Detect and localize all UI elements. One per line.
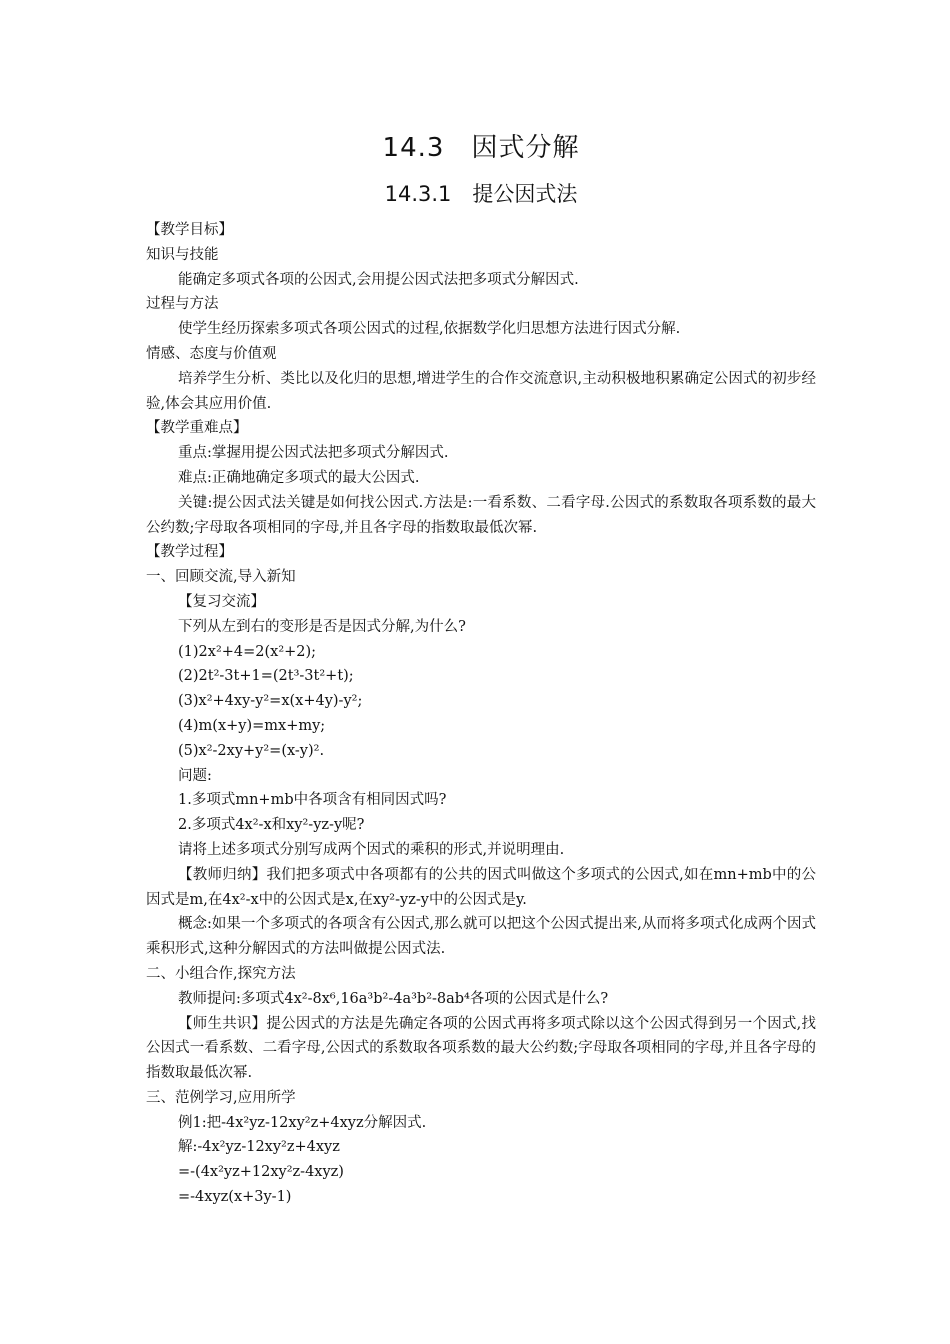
text-line: (3)x²+4xy-y²=x(x+4y)-y²; [178, 693, 363, 710]
text-line: (4)m(x+y)=mx+my; [178, 717, 326, 734]
text-line: 例1:把-4x²yz-12xy²z+4xyz分解因式. [178, 1114, 427, 1131]
text-line: 【复习交流】 [178, 593, 265, 610]
text-line: 下列从左到右的变形是否是因式分解,为什么? [178, 618, 466, 635]
text-line: (1)2x²+4=2(x²+2); [178, 643, 317, 660]
text-line: 培养学生分析、类比以及化归的思想,增进学生的合作交流意识,主动积极地积累确定公因式的初步经验,体会其应用价值. [146, 370, 816, 412]
text-line: 【师生共识】提公因式的方法是先确定各项的公因式再将多项式除以这个公因式得到另一个因式,找公因式一看系数、二看字母,公因式的系数取各项系数的最大公约数;字母取各项相同的字母,并且各字母的指数取最低次幂. [146, 1015, 816, 1082]
text-line: 【教学过程】 [146, 544, 233, 561]
document-page [146, 128, 816, 1210]
text-line: 解:-4x²yz-12xy²z+4xyz [178, 1139, 340, 1156]
text-line: 教师提问:多项式4x²-8x⁶,16a³b²-4a³b²-8ab⁴各项的公因式是什么? [178, 990, 609, 1007]
text-line: 【教学目标】 [146, 222, 233, 238]
text-line: 请将上述多项式分别写成两个因式的乘积的形式,并说明理由. [178, 841, 565, 858]
text-line: 【教师归纳】我们把多项式中各项都有的公共的因式叫做这个多项式的公因式,如在mn+mb中的公因式是m,在4x²-x中的公因式是x,在xy²-yz-y中的公因式是y. [146, 866, 816, 908]
text-line: 【教学重难点】 [146, 420, 248, 437]
text-line: 关键:提公因式法关键是如何找公因式.方法是:一看系数、二看字母.公因式的系数取各项系数的最大公约数;字母取各项相同的字母,并且各字母的指数取最低次幂. [146, 494, 816, 536]
text-line: 2.多项式4x²-x和xy²-yz-y呢? [178, 817, 365, 834]
text-line: 使学生经历探索多项式各项公因式的过程,依据数学化归思想方法进行因式分解. [178, 321, 681, 338]
text-line: 难点:正确地确定多项式的最大公因式. [178, 469, 420, 486]
text-line: (2)2t²-3t+1=(2t³-3t²+t); [178, 668, 354, 685]
text-line: 重点:掌握用提公因式法把多项式分解因式. [178, 445, 449, 462]
document-body [146, 218, 816, 1210]
text-line: 情感、态度与价值观 [146, 345, 277, 362]
text-line: 过程与方法 [146, 296, 219, 313]
text-line: 一、回顾交流,导入新知 [146, 569, 296, 586]
text-line: =-4xyz(x+3y-1) [178, 1189, 292, 1206]
page-subtitle: 14.3.1 提公因式法 [384, 182, 578, 206]
text-line: (5)x²-2xy+y²=(x-y)². [178, 742, 325, 759]
text-line: 1.多项式mn+mb中各项含有相同因式吗? [178, 792, 447, 809]
text-line: 二、小组合作,探究方法 [146, 965, 296, 982]
text-line: 能确定多项式各项的公因式,会用提公因式法把多项式分解因式. [178, 271, 579, 288]
text-line: 三、范例学习,应用所学 [146, 1089, 296, 1106]
page-title: 14.3 因式分解 [382, 133, 580, 163]
text-line: =-(4x²yz+12xy²z-4xyz) [178, 1164, 344, 1181]
text-line: 概念:如果一个多项式的各项含有公因式,那么就可以把这个公因式提出来,从而将多项式化成两个因式乘积形式,这种分解因式的方法叫做提公因式法. [146, 916, 816, 958]
text-line: 问题: [178, 767, 212, 784]
text-line: 知识与技能 [146, 246, 219, 263]
